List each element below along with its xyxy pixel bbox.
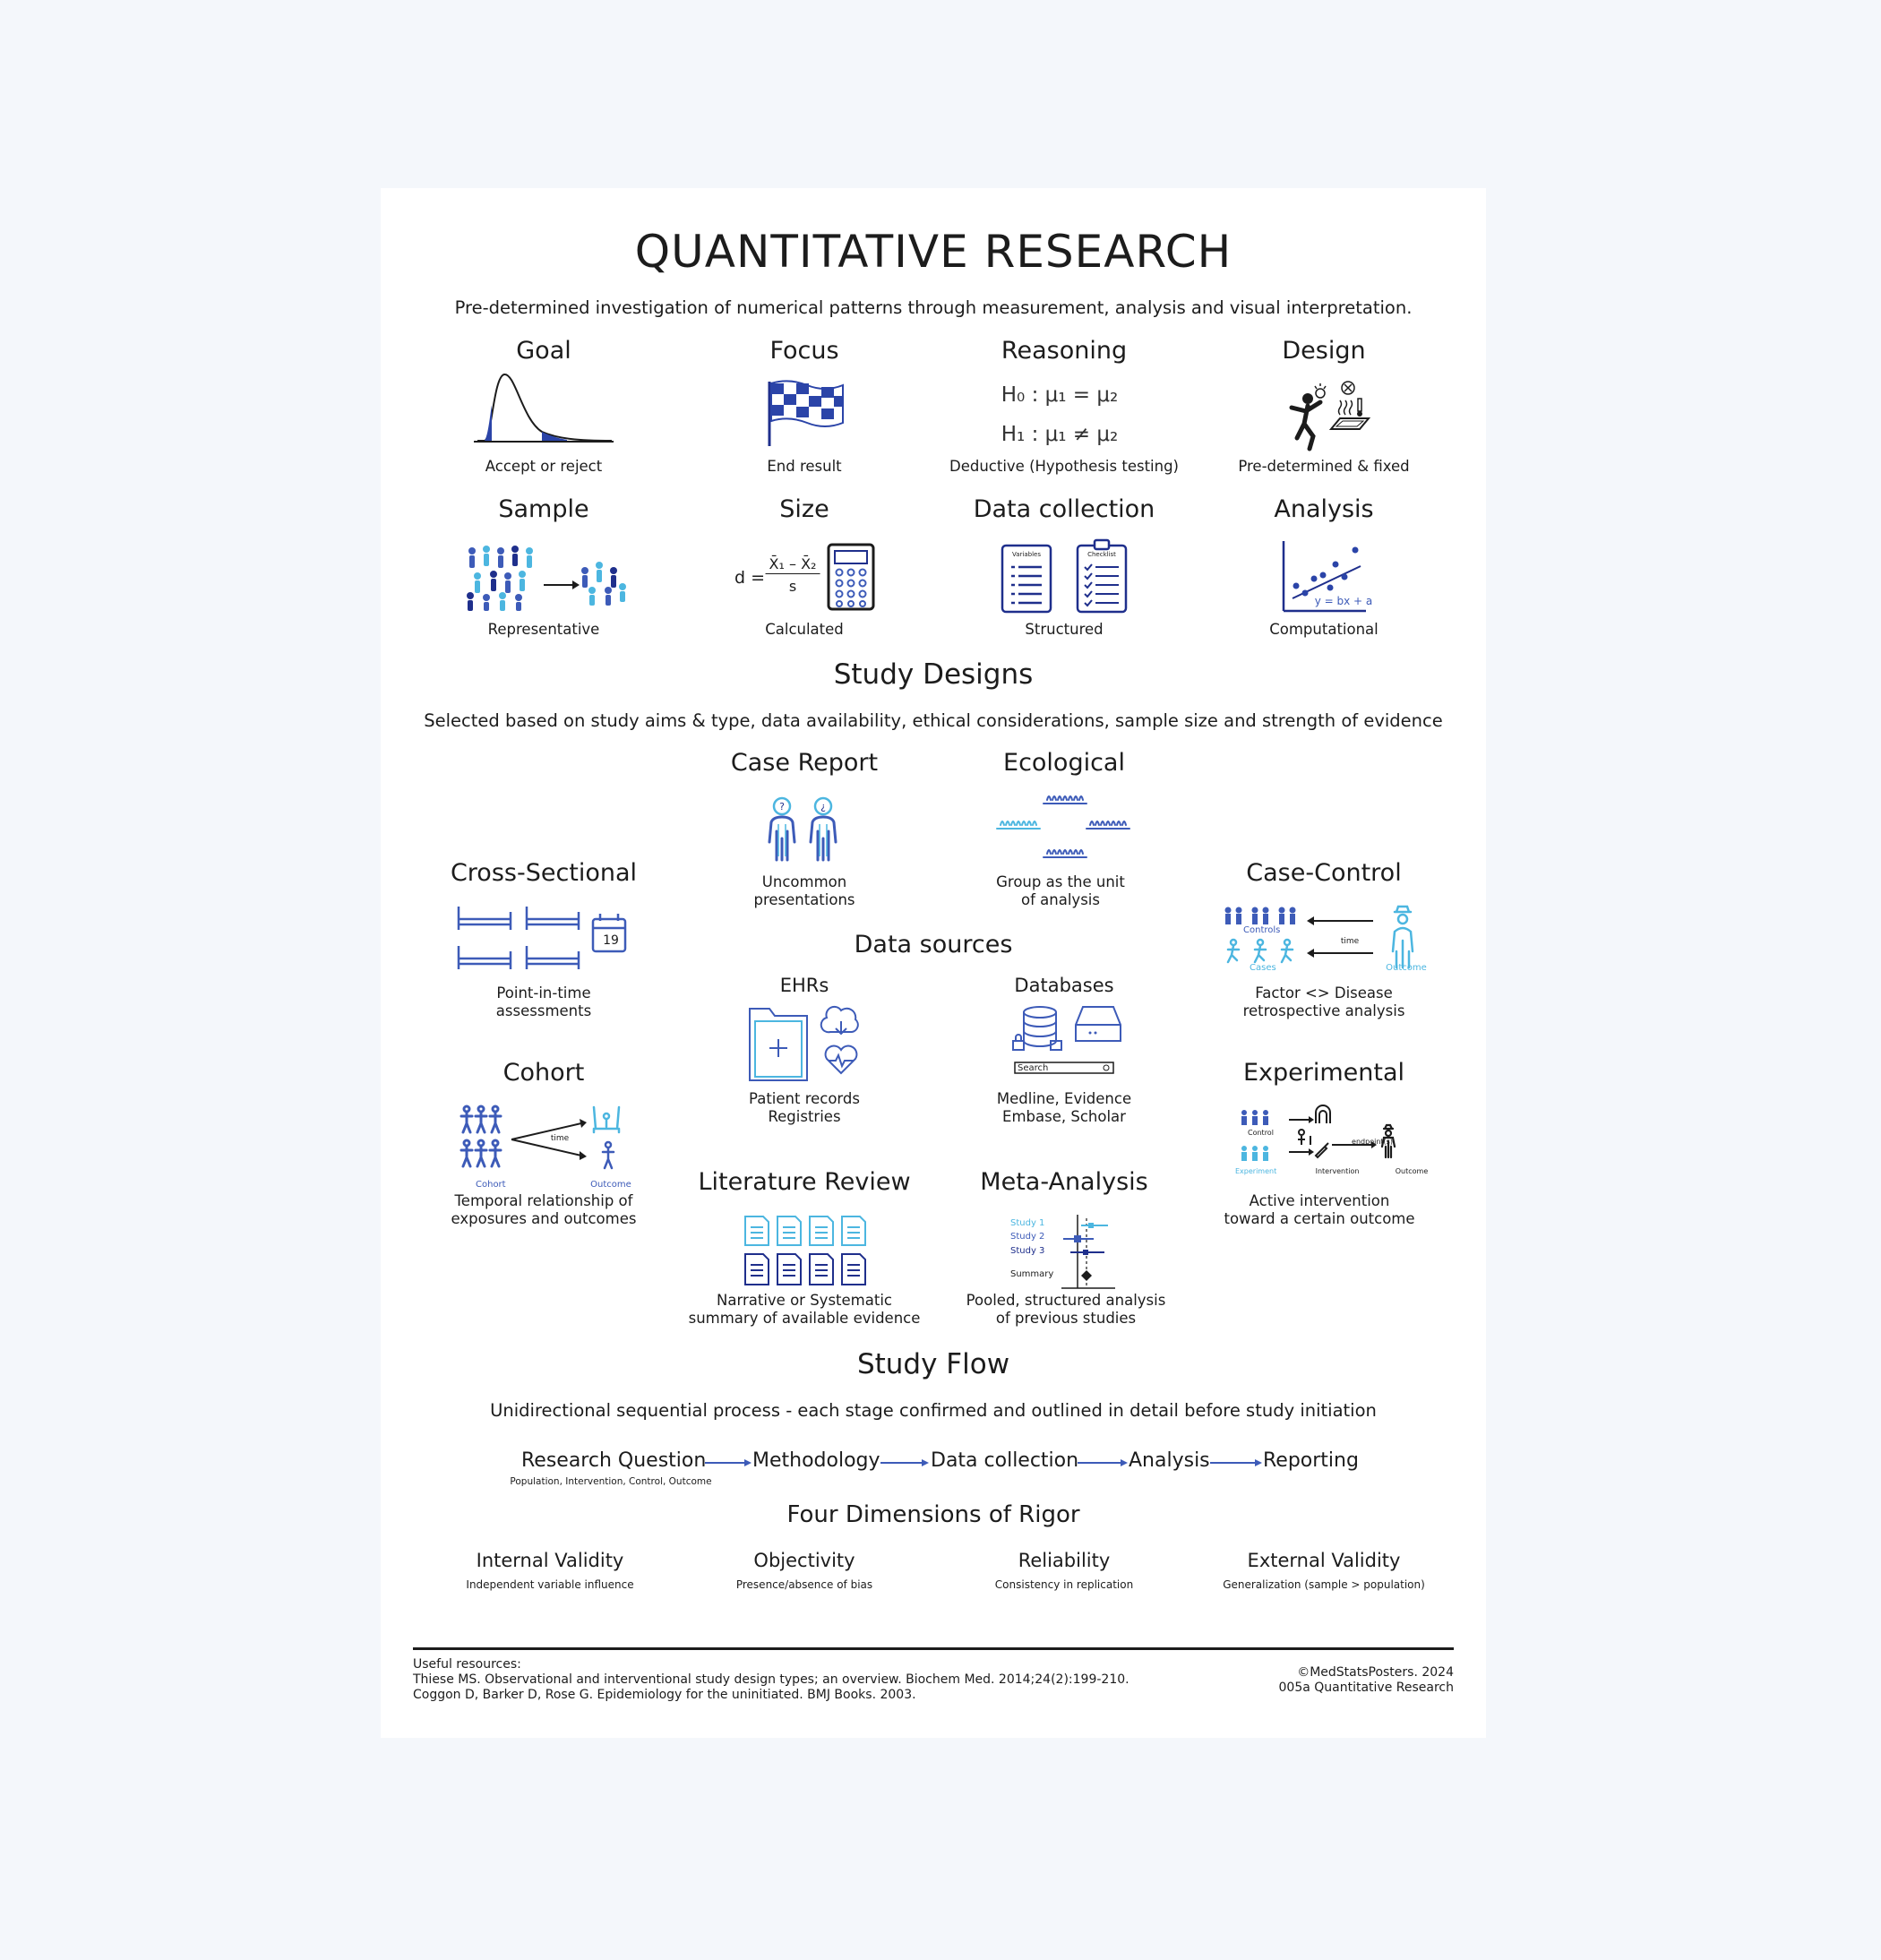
size-caption: Calculated: [765, 621, 844, 638]
databases-caption-line2: Embase, Scholar: [1002, 1108, 1126, 1125]
reasoning-heading: Reasoning: [1001, 337, 1128, 365]
study-2-label: Study 2: [1010, 1232, 1045, 1242]
rigor-internal-validity: Internal Validity: [476, 1550, 624, 1571]
rigor-objectivity: Objectivity: [753, 1550, 855, 1571]
ehrs-caption-line1: Patient records: [749, 1090, 860, 1107]
calendar-day: 19: [603, 933, 619, 948]
design-caption: Pre-determined & fixed: [1238, 458, 1410, 475]
ehrs-caption-line2: Registries: [768, 1108, 841, 1125]
data-sources-heading: Data sources: [854, 931, 1013, 959]
summary-label: Summary: [1010, 1269, 1054, 1279]
page-title: QUANTITATIVE RESEARCH: [634, 226, 1233, 278]
goal-caption: Accept or reject: [485, 458, 603, 475]
svg-text:¿: ¿: [820, 801, 826, 812]
rigor-reliability-desc: Consistency in replication: [994, 1578, 1134, 1591]
analysis-heading: Analysis: [1274, 495, 1374, 523]
experimental-caption-line2: toward a certain outcome: [1224, 1210, 1415, 1227]
regression-equation: y = bx + a: [1314, 595, 1373, 607]
ehrs-heading: EHRs: [779, 975, 829, 996]
literature-review-heading: Literature Review: [698, 1168, 911, 1196]
rigor-external-validity-desc: Generalization (sample > population): [1223, 1578, 1425, 1591]
rigor-objectivity-desc: Presence/absence of bias: [735, 1578, 873, 1591]
footer-copyright: ©MedStatsPosters. 2024: [1297, 1665, 1454, 1680]
meta-analysis-caption-line1: Pooled, structured analysis: [966, 1292, 1166, 1309]
svg-text:?: ?: [779, 801, 785, 812]
analysis-caption: Computational: [1269, 621, 1379, 638]
size-heading: Size: [779, 495, 829, 523]
footer-reference-1: Thiese MS. Observational and interventional study design types; an overview. Biochem Med. 2014;24(2):199-210.: [413, 1672, 1129, 1687]
design-heading: Design: [1282, 337, 1366, 365]
cohort-caption-line2: exposures and outcomes: [451, 1210, 637, 1227]
goal-heading: Goal: [516, 337, 571, 365]
data-collection-caption: Structured: [1025, 621, 1104, 638]
databases-caption-line1: Medline, Evidence: [996, 1090, 1132, 1107]
footer-code: 005a Quantitative Research: [1278, 1681, 1454, 1695]
case-control-time-label: time: [1340, 937, 1360, 946]
study-designs-heading: Study Designs: [833, 658, 1034, 691]
flow-step-research-question: Research Question: [521, 1449, 707, 1472]
cross-sectional-caption-line1: Point-in-time: [496, 984, 591, 1001]
case-report-caption-line2: presentations: [753, 891, 855, 908]
experimental-heading: Experimental: [1242, 1059, 1405, 1087]
rigor-external-validity: External Validity: [1247, 1550, 1401, 1571]
case-control-heading: Case-Control: [1246, 859, 1402, 887]
flow-step-methodology: Methodology: [752, 1449, 880, 1472]
case-control-outcome-label: Outcome: [1386, 963, 1427, 973]
cross-sectional-heading: Cross-Sectional: [450, 859, 638, 887]
search-input: Search: [1018, 1063, 1049, 1073]
variables-label: Variables: [1012, 551, 1041, 558]
rigor-internal-validity-desc: Independent variable influence: [466, 1578, 634, 1591]
databases-heading: Databases: [1014, 975, 1114, 996]
footer-reference-2: Coggon D, Barker D, Rose G. Epidemiology for the uninitiated. BMJ Books. 2003.: [413, 1688, 916, 1702]
control-label: Control: [1248, 1129, 1274, 1137]
literature-review-caption-line2: summary of available evidence: [688, 1310, 921, 1327]
meta-analysis-caption-line2: of previous studies: [995, 1310, 1137, 1327]
cohort-outcome-label: Outcome: [590, 1180, 631, 1190]
literature-review-caption-line1: Narrative or Systematic: [717, 1292, 892, 1309]
cross-sectional-caption-line2: assessments: [495, 1002, 592, 1019]
ecological-heading: Ecological: [1003, 749, 1125, 777]
focus-heading: Focus: [769, 337, 839, 365]
footer-divider: [413, 1647, 1454, 1650]
study-flow-subtitle: Unidirectional sequential process - each stage confirmed and outlined in detail before study initiation: [490, 1400, 1377, 1421]
checklist-label: Checklist: [1087, 551, 1116, 558]
cohort-label: Cohort: [476, 1180, 506, 1190]
ecological-caption-line1: Group as the unit: [996, 873, 1125, 890]
rigor-reliability: Reliability: [1018, 1550, 1111, 1571]
page-subtitle: Pre-determined investigation of numerical patterns through measurement, analysis and visual interpretation.: [454, 297, 1413, 318]
study-flow-heading: Study Flow: [856, 1348, 1010, 1380]
experiment-label: Experiment: [1235, 1167, 1277, 1175]
study-designs-subtitle: Selected based on study aims & type, data availability, ethical considerations, sample size and strength of evidence: [424, 710, 1443, 731]
effect-size-lhs: d =: [734, 568, 766, 588]
footer-resources-label: Useful resources:: [413, 1657, 521, 1672]
alternative-hypothesis: H₁ : μ₁ ≠ μ₂: [1001, 423, 1119, 446]
case-report-heading: Case Report: [730, 749, 879, 777]
cases-label: Cases: [1250, 963, 1276, 973]
flow-step-analysis: Analysis: [1129, 1449, 1210, 1472]
intervention-label: Intervention: [1315, 1167, 1360, 1175]
rigor-heading: Four Dimensions of Rigor: [786, 1501, 1080, 1528]
flow-step-note: Population, Intervention, Control, Outcome: [510, 1476, 712, 1487]
effect-size-denominator: s: [788, 578, 797, 595]
cohort-caption-line1: Temporal relationship of: [454, 1192, 633, 1209]
study-1-label: Study 1: [1010, 1218, 1045, 1228]
controls-label: Controls: [1243, 925, 1281, 935]
experimental-outcome-label: Outcome: [1395, 1167, 1429, 1175]
effect-size-numerator: X̄₁ – X̄₂: [766, 555, 820, 574]
meta-analysis-heading: Meta-Analysis: [980, 1168, 1148, 1196]
flow-step-data-collection: Data collection: [931, 1449, 1079, 1472]
study-3-label: Study 3: [1010, 1246, 1045, 1256]
case-report-caption-line1: Uncommon: [761, 873, 847, 890]
null-hypothesis: H₀ : μ₁ = μ₂: [1001, 383, 1119, 407]
data-collection-heading: Data collection: [973, 495, 1155, 523]
poster: [381, 188, 1486, 1738]
endpoint-label: endpoint(s): [1352, 1138, 1393, 1146]
case-control-caption-line1: Factor <> Disease: [1255, 984, 1393, 1001]
reasoning-caption: Deductive (Hypothesis testing): [949, 458, 1179, 475]
sample-heading: Sample: [498, 495, 589, 523]
cohort-time-label: time: [550, 1134, 570, 1143]
focus-caption: End result: [767, 458, 842, 475]
ecological-caption-line2: of analysis: [1021, 891, 1100, 908]
case-control-caption-line2: retrospective analysis: [1242, 1002, 1405, 1019]
flow-step-reporting: Reporting: [1263, 1449, 1359, 1472]
sample-caption: Representative: [487, 621, 600, 638]
experimental-caption-line1: Active intervention: [1249, 1192, 1390, 1209]
cohort-heading: Cohort: [502, 1059, 585, 1087]
